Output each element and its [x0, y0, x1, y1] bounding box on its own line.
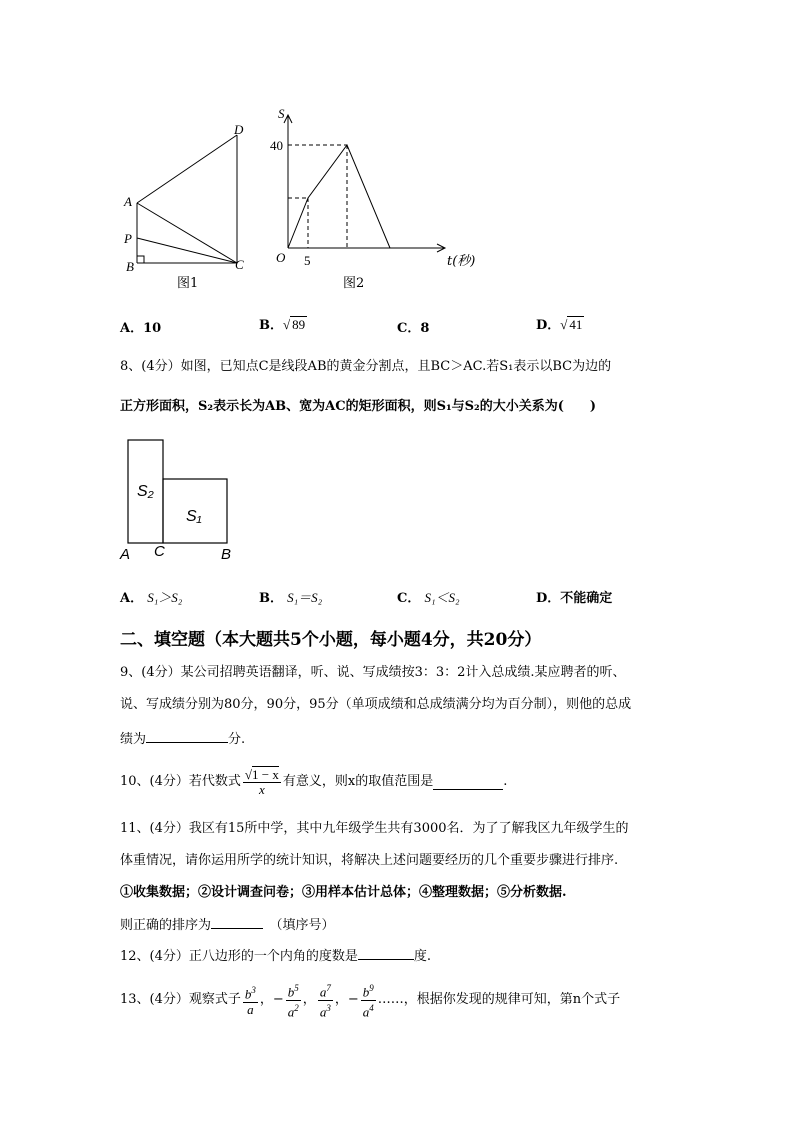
q8-line-2: 正方形面积，S₂表示长为AB、宽为AC的矩形面积，则S₁与S₂的大小关系为( )	[120, 399, 597, 414]
q11-line-1: 11、(4分）我区有15所中学，其中九年级学生共有3000名．为了了解我区九年级学生的	[120, 821, 629, 836]
q8-line-1: 8、(4分）如图，已知点C是线段AB的黄金分割点，且BC＞AC.若S₁表示以BC为边的	[120, 359, 612, 374]
fig2-x-tick-5: 5	[304, 253, 311, 268]
q8-fig-label-a: A	[120, 546, 131, 563]
fig1-label-b: B	[126, 259, 134, 274]
fig2-origin-label: O	[276, 250, 286, 265]
q8-option-d: D．不能确定	[536, 591, 613, 606]
q10-answer-blank[interactable]	[433, 775, 503, 790]
fig1-label-c: C	[235, 257, 244, 272]
q12-line: 12、(4分）正八边形的一个内角的度数是 度.	[120, 945, 431, 966]
q8-option-a: A． S₁＞S₂	[120, 590, 183, 606]
fig1-label-d: D	[234, 122, 244, 137]
q7-option-a: A．10	[120, 321, 162, 336]
q13-line: 13、(4分）观察式子 $\frac{b^3}{a}$ ，− $\frac{b^5}{a^2}$ ， $\frac{a^7}{a^3}$ ，− $\frac{b^9}{a^4}$ ……，根据你发现的规律可知，第n个式子	[120, 983, 621, 1019]
fig1-label-p: P	[124, 231, 132, 246]
q7-option-c: C．8	[397, 321, 430, 336]
q9-line-2: 说、写成绩分别为80分，90分，95分（单项成绩和总成绩满分均为百分制），则他的总成	[120, 697, 632, 712]
fig2-caption: 图2	[343, 276, 365, 291]
q8-fig-label-c: C	[154, 543, 165, 560]
q11-line-4: 则正确的排序为 （填序号）	[120, 914, 335, 935]
q12-answer-blank[interactable]	[358, 945, 414, 960]
sqrt-symbol: √ 41	[560, 317, 583, 332]
q9-answer-blank[interactable]	[146, 728, 228, 743]
q11-line-2: 体重情况，请你运用所学的统计知识，将解决上述问题要经历的几个重要步骤进行排序.	[120, 853, 619, 868]
fig2-y-axis-label: S	[278, 106, 285, 121]
q10-line: 10、(4分）若代数式 $\frac{√1 - x}{x}$ 有意义，则x的取值范围是 .	[120, 766, 508, 797]
q10-fraction: $\frac{√1 - x}{x}$	[244, 766, 279, 797]
q9-line-1: 9、(4分）某公司招聘英语翻译，听、说、写成绩按3：3：2计入总成绩.某应聘者的听、	[120, 665, 626, 680]
sqrt-symbol: √ 89	[283, 317, 306, 332]
section-2-title: 二、填空题（本大题共5个小题，每小题4分，共20分）	[120, 630, 542, 650]
q11-line-3: ①收集数据；②设计调查问卷；③用样本估计总体；④整理数据；⑤分析数据.	[120, 885, 567, 900]
q13-term-1: $\frac{b^3}{a}$	[244, 985, 256, 1017]
q8-option-b: B． S₁＝S₂	[259, 590, 323, 606]
fig1-caption: 图1	[177, 276, 199, 291]
q8-fig-label-b: B	[221, 546, 232, 563]
q13-term-4: $\frac{b^9}{a^4}$	[362, 983, 374, 1019]
fig2-x-axis-label: t(秒)	[447, 254, 476, 269]
fig2-y-tick-40: 40	[270, 138, 283, 153]
fig1-label-a: A	[124, 194, 132, 209]
q8-option-c: C． S₁＜S₂	[397, 590, 460, 606]
q8-fig-label-s2: S₂	[137, 483, 154, 500]
q13-term-2: $\frac{b^5}{a^2}$	[287, 983, 299, 1019]
q13-term-3: $\frac{a^7}{a^3}$	[319, 983, 331, 1019]
q8-fig-label-s1: S₁	[186, 508, 202, 525]
q7-option-b: B．√ 89	[259, 317, 306, 333]
q7-option-d: D．√ 41	[536, 317, 583, 333]
figure-2	[270, 105, 460, 265]
q11-answer-blank[interactable]	[211, 914, 263, 929]
q9-line-3: 绩为 分.	[120, 728, 245, 749]
